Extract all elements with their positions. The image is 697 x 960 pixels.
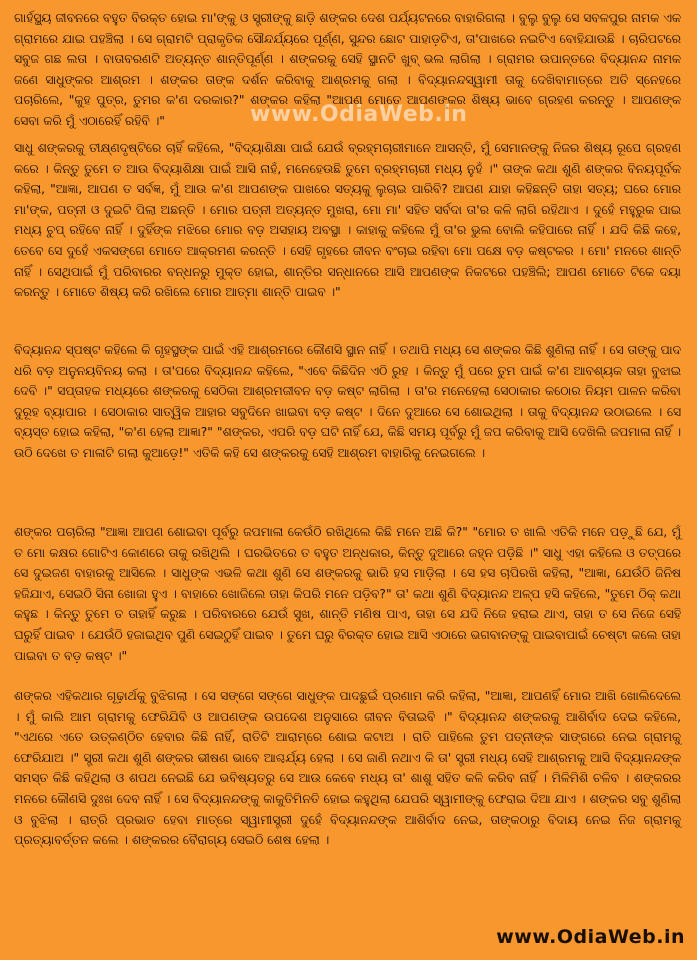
- story-paragraph-3: ବିଦ୍ୟାନନ୍ଦ ସ୍ପଷ୍ଟ କହିଲେ କି ଗୃହସ୍ଥଙ୍କ ପାଇଁ ଏହି ଆଶ୍ରମରେ କୌଣସି ସ୍ଥାନ ନାହିଁ । ତଥାପି ମଧ୍ୟ ସେ ଶଙ୍କର କିଛି ଶୁଣିଲା ନାହିଁ । ସେ ତାଙ୍କୁ ପାଦ ଧରି ବଡ଼ ଅନୁନୟବିନୟ କଲା । ତା'ପରେ ବିଦ୍ୟାନନ୍ଦ କହିଲେ, "ଏବେ କିଛିଦିନ ଏଠି ରୁହ । କିନ୍ତୁ ମୁଁ ପରେ ତୁମ ପାଇଁ କ'ଣ ଆବଶ୍ୟକ ତାହା ବୁଝାଇ ଦେବି ।" ସପ୍ତାହକ ମଧ୍ୟରେ ଶଙ୍କରକୁ ସେଠିକା ଆଶ୍ରମଜୀବନ ବଡ଼ କଷ୍ଟ ଲାଗିଲା । ତା'ର ମନେହେଲା ସେଠାକାର କଠୋର ନିୟମ ପାଳନ କରିବା ଦୁରୂହ ବ୍ୟାପାର । ସେଠାକାର ସାତ୍ୱିକ ଆହାର ସବୁଦିନେ ଖାଇବା ବଡ଼ କଷ୍ଟ । ଦିନେ ଦୁଆରେ ସେ ଶୋଇଥିଲା । ତାକୁ ବିଦ୍ୟାନନ୍ଦ ଉଠାଇଲେ । ସେ ବ୍ୟସ୍ତ ହୋଇ କହିଲା, "କ'ଣ ହେଲା ଆଜ୍ଞା?" "ଶଙ୍କର, ଏପରି ବଡ଼ ଘଟି ନାହିଁ ଯେ, କିଛି ସମୟ ପୂର୍ବରୁ ମୁଁ ଜପ କରିବାକୁ ଆସି ଦେଖିଲି ଜପମାଳା ନାହିଁ । ଉଠି ଦେଖେ ତ ମାଳାଟି ଗଲା କୁଆଡ଼େ!" ଏତିକି କହି ସେ ଶଙ୍କରକୁ ସେହି ଆଶ୍ରମ ବାହାରିକୁ ନେଇଗଲେ ।: [14, 343, 681, 460]
- site-footer-link[interactable]: www.OdiaWeb.in: [496, 926, 685, 948]
- story-paragraph-4: ଶଙ୍କର ପଚାରିଲା "ଆଜ୍ଞା ଆପଣ ଶୋଇବା ପୂର୍ବରୁ ଜପମାଳା କେଉଁଠି ରଖିଥିଲେ କିଛି ମନେ ଅଛି କି?" "ମୋର ତ ଖାଲି ଏତିକି ମନେ ପଡ଼ୁଛି ଯେ, ମୁଁ ତ ମୋ କକ୍ଷର ଗୋଟିଏ କୋଣରେ ତାକୁ ରଖିଥିଲି । ଘରଭିତରେ ତ ବହୁତ ଅନ୍ଧକାର, କିନ୍ତୁ ଦୁଆରେ ଜହ୍ନ ପଡ଼ିଛି ।" ସାଧୁ ଏହା କହିଲେ ଓ ତତ୍ପରେ ସେ ଦୁଇଜଣ ବାହାରକୁ ଆସିଲେ । ସାଧୁଙ୍କ ଏଭଳି କଥା ଶୁଣି ସେ ଶଙ୍କରକୁ ଭାରି ହସ ମାଡ଼ିଲା । ସେ ହସ ଚାପିରଖି କହିଲା, "ଆଜ୍ଞା, ଯେଉଁଠି ଜିନିଷ ହଜିଯାଏ, ସେଇଠି ସିନା ଖୋଜା ହୁଏ । ବାହାରେ ଖୋଜିଲେ ତାହା କିପରି ମନେ ପଡ଼ିବ?" ତା' କଥା ଶୁଣି ବିଦ୍ୟାନନ୍ଦ ଅଳ୍ପ ହସି କହିଲେ, "ତୁମେ ଠିକ୍ କଥା କହୁଛ । କିନ୍ତୁ ତୁମେ ତ ତାହାହିଁ କରୁଛ । ପରିବାରରେ ଯେଉଁ ସୁଖ, ଶାନ୍ତି ମଣିଷ ପାଏ, ତାହା ସେ ଯଦି ନିଜେ ହରାଇ ଥାଏ, ତାହା ତ ସେ ନିଜେ ସେହି ଘରୁହିଁ ପାଇବ । ଯେଉଁଠି ହଜାଇଥିବ ପୁଣି ସେଇଠୁହିଁ ପାଇବ । ତୁମେ ଘରୁ ବିରକ୍ତ ହୋଇ ଆସି ଏଠାରେ ଭଗବାନଙ୍କୁ ପାଇବାପାଇଁ ଚେଷ୍ଟା କଲେ ତାହା ପାଇବା ତ ବଡ଼ କଷ୍ଟ ।": [14, 525, 681, 663]
- story-paragraph-1: ଗାର୍ହସ୍ଥ୍ୟ ଜୀବନରେ ବହୁତ ବିରକ୍ତ ହୋଇ ମା'ଙ୍କୁ ଓ ସ୍ତ୍ରୀଙ୍କୁ ଛାଡ଼ି ଶଙ୍କର ଦେଶ ପର୍ଯ୍ୟଟନରେ ବାହାରିଗଲା । ବୁଲୁ ବୁଲୁ ସେ ସବଳପୁର ନାମକ ଏକ ଗ୍ରାମରେ ଯାଇ ପହଞ୍ଚିଲା । ସେ ଗ୍ରାମଟି ପ୍ରାକୃତିକ ସୌନ୍ଦର୍ଯ୍ୟରେ ପୂର୍ଣ୍ଣ, ସୁନ୍ଦର ଛୋଟ ପାହାଡ଼ଟିଏ, ତା'ପାଖରେ ନଇଟିଏ ବୋହିଯାଉଛି । ଚାରିପଟରେ ସବୁଜ ଗଛ ଲତା । ବାତାବରଣଟି ଅତ୍ୟନ୍ତ ଶାନ୍ତିପୂର୍ଣ୍ଣ । ଶଙ୍କରକୁ ସେହି ସ୍ଥାନଟି ଖୁବ୍ ଭଲ ଲାଗିଲା । ଗ୍ରାମର ଉପାନ୍ତରେ ବିଦ୍ୟାନନ୍ଦ ନାମକ ଜଣେ ସାଧୁଙ୍କର ଆଶ୍ରମ । ଶଙ୍କର ତାଙ୍କ ଦର୍ଶନ କରିବାକୁ ଆଶ୍ରମକୁ ଗଲା । ବିଦ୍ୟାନନ୍ଦସ୍ୱାମୀ ତାକୁ ଦେଖିବାମାତ୍ରେ ଅତି ସ୍ନେହରେ ପଚାରିଲେ, "କୁହ ପୁତ୍ର, ତୁମର କ'ଣ ଦରକାର?" ଶଙ୍କର କହିଲା "ଆପଣ ମୋତେ ଆପଣଙ୍କର ଶିଷ୍ୟ ଭାବେ ଗ୍ରହଣ କରନ୍ତୁ । ଆପଣଙ୍କ ସେବା କରି ମୁଁ ଏଠାରେହିଁ ରହିବି ।": [14, 11, 681, 128]
- story-paragraph-2: ସାଧୁ ଶଙ୍କରକୁ ତୀକ୍ଷ୍ଣଦୃଷ୍ଟିରେ ଚାହିଁ କହିଲେ, "ବିଦ୍ୟାଶିକ୍ଷା ପାଇଁ ଯେଉଁ ବ୍ରହ୍ମଚାରୀମାନେ ଆସନ୍ତି, ମୁଁ ସେମାନଙ୍କୁ ନିଜର ଶିଷ୍ୟ ରୂପେ ଗ୍ରହଣ କରେ । କିନ୍ତୁ ତୁମେ ତ ଆଉ ବିଦ୍ୟାଶିକ୍ଷା ପାଇଁ ଆସି ନାହଁ, ମନେହେଉଛି ତୁମେ ବ୍ରହ୍ମଚାରୀ ମଧ୍ୟ ନୁହଁ ।" ତାଙ୍କ କଥା ଶୁଣି ଶଙ୍କର ବିନୟପୂର୍ବକ କହିଲା, "ଆଜ୍ଞା, ଆପଣ ତ ସର୍ବଜ୍ଞ, ମୁଁ ଆଉ କ'ଣ ଆପଣଙ୍କ ପାଖରେ ସତ୍ୟକୁ ଲୁଚାଇ ପାରିବି? ଆପଣ ଯାହା କହିଛନ୍ତି ତାହା ସତ୍ୟ; ଘରେ ମୋର ମା'ଙ୍କ, ପତ୍ନୀ ଓ ଦୁଇଟି ପିଲା ଅଛନ୍ତି । ମୋର ପତ୍ନୀ ଅତ୍ୟନ୍ତ ମୁଖରା, ମୋ ମା' ସହିତ ସର୍ବଦା ତା'ର କଳି ଲାଗି ରହିଥାଏ । ଦୁହେଁ ମହୁରୁକ ପାଇ ମଧ୍ୟ ଚୁପ୍ ରହିବେ ନାହିଁ । ଦୁହିଁଙ୍କ ମଝିରେ ମୋର ବଡ଼ ଅସହାୟ ଅବସ୍ଥା । କାହାକୁ କହିଲେ ମୁଁ ତା'ର ଭୁଲ ବୋଲି କହିପାରେ ନାହିଁ । ଯଦି କିଛି କହେ, ତେବେ ସେ ଦୁହେଁ ଏକସଙ୍ଗେ ମୋତେ ଆକ୍ରମଣ କରନ୍ତି । ସେହି ଗୃହରେ ଜୀବନ ବଂଚାଇ ରହିବା ମୋ ପକ୍ଷେ ବଡ଼ କଷ୍ଟକର । ମୋ' ମନରେ ଶାନ୍ତି ନାହିଁ । ସେଥିପାଇଁ ମୁଁ ପରିବାରର ବନ୍ଧନରୁ ମୁକ୍ତ ହୋଇ, ଶାନ୍ତିର ସନ୍ଧାନରେ ଆସି ଆପଣଙ୍କ ନିକଟରେ ପହଞ୍ଚିଲି; ଆପଣ ମୋତେ ଟିକେ ଦୟା କରନ୍ତୁ । ମୋତେ ଶିଷ୍ୟ କରି ରଖିଲେ ମୋର ଆତ୍ମା ଶାନ୍ତି ପାଇବ ।": [14, 141, 681, 300]
- story-paragraph-5: ଶଙ୍କର ଏହିକଥାର ଗୂଢ଼ାର୍ଥକୁ ବୁଝିଗଲା । ସେ ସଙ୍ଗେ ସଙ୍ଗେ ସାଧୁଙ୍କ ପାଦଛୁଇଁ ପ୍ରଣାମ କରି କହିଲା, "ଆଜ୍ଞା, ଆପଣହିଁ ମୋର ଆଖି ଖୋଲିଦେଲେ । ମୁଁ କାଲି ଆମ ଗ୍ରାମକୁ ଫେରିଯିବି ଓ ଆପଣଙ୍କ ଉପଦେଶ ଅନୁସାରେ ଜୀବନ ବିତାଇବି ।" ବିଦ୍ୟାନନ୍ଦ ଶଙ୍କରକୁ ଆଶିର୍ବାଦ ଦେଇ କହିଲେ, "ଏଥରେ ଏତେ ଉତ୍କଣ୍ଠିତ ହେବାର କିଛି ନାହିଁ, ରାତିଟି ଆରାମ୍ରେ ଶୋଇ କଟାଅ । ରାତି ପାହିଲେ ତୁମ ପତ୍ନୀଙ୍କ ସାଙ୍ଗରେ ନେଇ ଗ୍ରାମକୁ ଫେରିଯାଅ ।" ସ୍ତ୍ରୀ କଥା ଶୁଣି ଶଙ୍କର ଭୀଷଣ ଭାବେ ଆଶ୍ଚର୍ଯ୍ୟ ହେଲା । ସେ ଜାଣି ନଥାଏ କି ତା' ସ୍ତ୍ରୀ ମଧ୍ୟ ସେହି ଆଶ୍ରମକୁ ଆସି ବିଦ୍ୟାନନ୍ଦଙ୍କ ସମସ୍ତ କିଛି କହିଥିଲା ଓ ଶପଥ ନେଇଛି ଯେ ଭବିଷ୍ୟତରୁ ସେ ଆଉ କେବେ ମଧ୍ୟ ତା' ଶାଶୁ ସହିତ କଳି କରିବ ନାହିଁ । ମିଳିମିଶି ଚଳିବ । ଶଙ୍କରର ମନରେ କୌଣସି ଦୁଃଖ ଦେବ ନାହିଁ । ସେ ବିଦ୍ୟାନନ୍ଦଙ୍କୁ କାକୁତିମିନତି ହୋଇ କହୁଥିଲା ଯେପରି ସ୍ୱାମୀଙ୍କୁ ଫେରାଇ ଦିଆ ଯାଏ । ଶଙ୍କର ସବୁ ଶୁଣିଲା ଓ ବୁଝିଲା । ରାତ୍ରି ପ୍ରଭାତ ହେବା ମାତ୍ରେ ସ୍ୱାମୀସ୍ତ୍ରୀ ଦୁହେଁ ବିଦ୍ୟାନନ୍ଦଙ୍କ ଆଶିର୍ବାଦ ନେଇ, ତାଙ୍କଠାରୁ ବିଦାୟ ନେଇ ନିଜ ଗ୍ରାମକୁ ପ୍ରତ୍ୟାବର୍ତ୍ତନ କଲେ । ଶଙ୍କରର ବୈରାଗ୍ୟ ସେଇଠି ଶେଷ ହେଲା ।: [14, 689, 681, 848]
- watermark: www.OdiaWeb.in: [250, 102, 468, 127]
